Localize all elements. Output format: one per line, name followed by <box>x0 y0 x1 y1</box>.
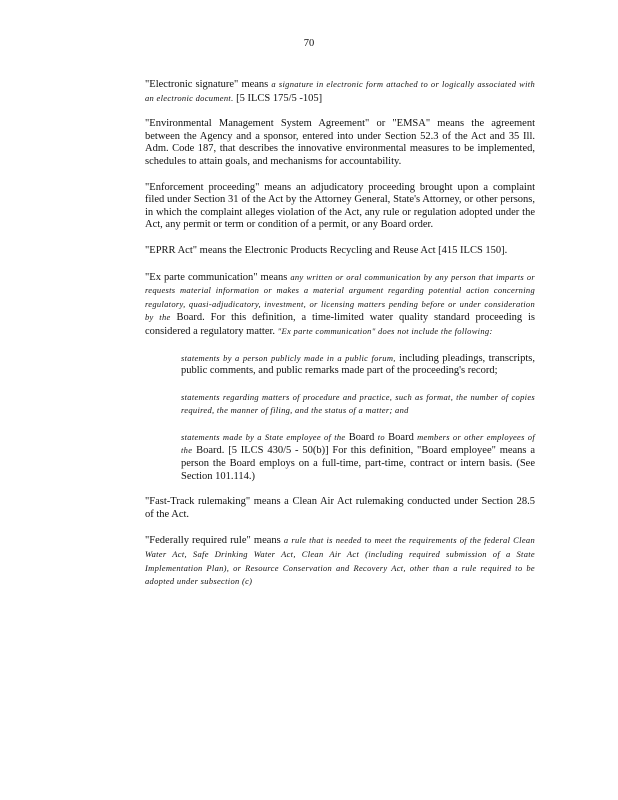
exclusion-text-italic: statements made by a State employee of the <box>181 431 346 442</box>
ex-parte-exclusion-2 <box>181 391 535 418</box>
ex-parte-exclusion-1 <box>181 352 535 378</box>
term-lead: "Ex parte communication" means <box>145 271 291 283</box>
definition-eprr-act: "EPRR Act" means the Electronic Products Recycling and Reuse Act [415 ILCS 150]. <box>145 244 508 256</box>
definitions-list <box>145 78 535 602</box>
exclusion-text: Board. [5 ILCS 430/5 - 50(b)] For this definition, "Board employee" means a person the Board employs on a full-time, part-time, contract or intern basis. (See Section 101.114.) <box>181 445 535 482</box>
definition-ex-parte-communication <box>145 271 535 339</box>
definition-text-italic: "Ex parte communication" does not include the following: <box>277 325 493 336</box>
definition-text-italic: a signature in electronic form attached to or logically associated with an electronic document. <box>145 79 536 103</box>
definition-federally-required-rule <box>145 534 535 588</box>
exclusion-text-italic: statements by a person publicly made in a public forum, <box>181 352 396 363</box>
definition-text: Board. For this definition, a time-limited water quality standard proceeding is considered a regulatory matter. <box>145 312 535 337</box>
exclusion-text: Board <box>345 431 378 443</box>
ex-parte-exclusion-3 <box>181 431 535 483</box>
definition-emsa: "Environmental Management System Agreement" or "EMSA" means the agreement between the Agency and a sponsor, entered into under Section 52.3 of the Act and 35 Ill. Adm. Code 187, that describes the innovative environmental measures to be implemented, schedules to attain goals, and mechanisms for accountability. <box>145 118 535 167</box>
definition-text-italic: any written or oral communication by any person that imparts or requests material information or makes a material argument regarding potential action concerning regulatory, quasi-adjudicatory, investment, or licensing matters pending before or under consideration by the <box>145 271 535 323</box>
definition-enforcement-proceeding: "Enforcement proceeding" means an adjudicatory proceeding brought upon a complaint filed under Section 31 of the Act by the Attorney General, State's Attorney, or other persons, in which the complaint alleges violation of the Act, any rule or regulation adopted under the Act, any permit or term or condition of a permit, or any Board order. <box>145 181 535 231</box>
exclusion-text-italic: to <box>377 431 385 442</box>
term-lead: "Federally required rule" means <box>145 535 284 547</box>
exclusion-text-italic: members or other employees of the <box>181 431 535 456</box>
exclusion-text: including pleadings, transcripts, public comments, and public remarks made part of the proceeding's record; <box>181 352 535 377</box>
definition-text-italic: a rule that is needed to meet the requirements of the federal Clean Water Act, Safe Drinking Water Act, Clean Air Act (including required submission of a State Implementation Plan), or Resource Conservation and Recovery Act, other than a rule required to be adopted under subsection (c) <box>145 535 535 587</box>
term-lead: "Electronic signature" means <box>145 79 272 90</box>
page-number: 70 <box>303 38 315 49</box>
citation: [5 ILCS 175/5 -105] <box>233 92 323 104</box>
exclusion-text: Board <box>384 431 418 443</box>
definition-fast-track-rulemaking: "Fast-Track rulemaking" means a Clean Air Act rulemaking conducted under Section 28.5 of the Act. <box>145 496 535 520</box>
definition-electronic-signature <box>145 78 535 105</box>
exclusion-text-italic: statements regarding matters of procedure and practice, such as format, the number of copies required, the manner of filing, and the status of a matter; and <box>181 391 535 416</box>
